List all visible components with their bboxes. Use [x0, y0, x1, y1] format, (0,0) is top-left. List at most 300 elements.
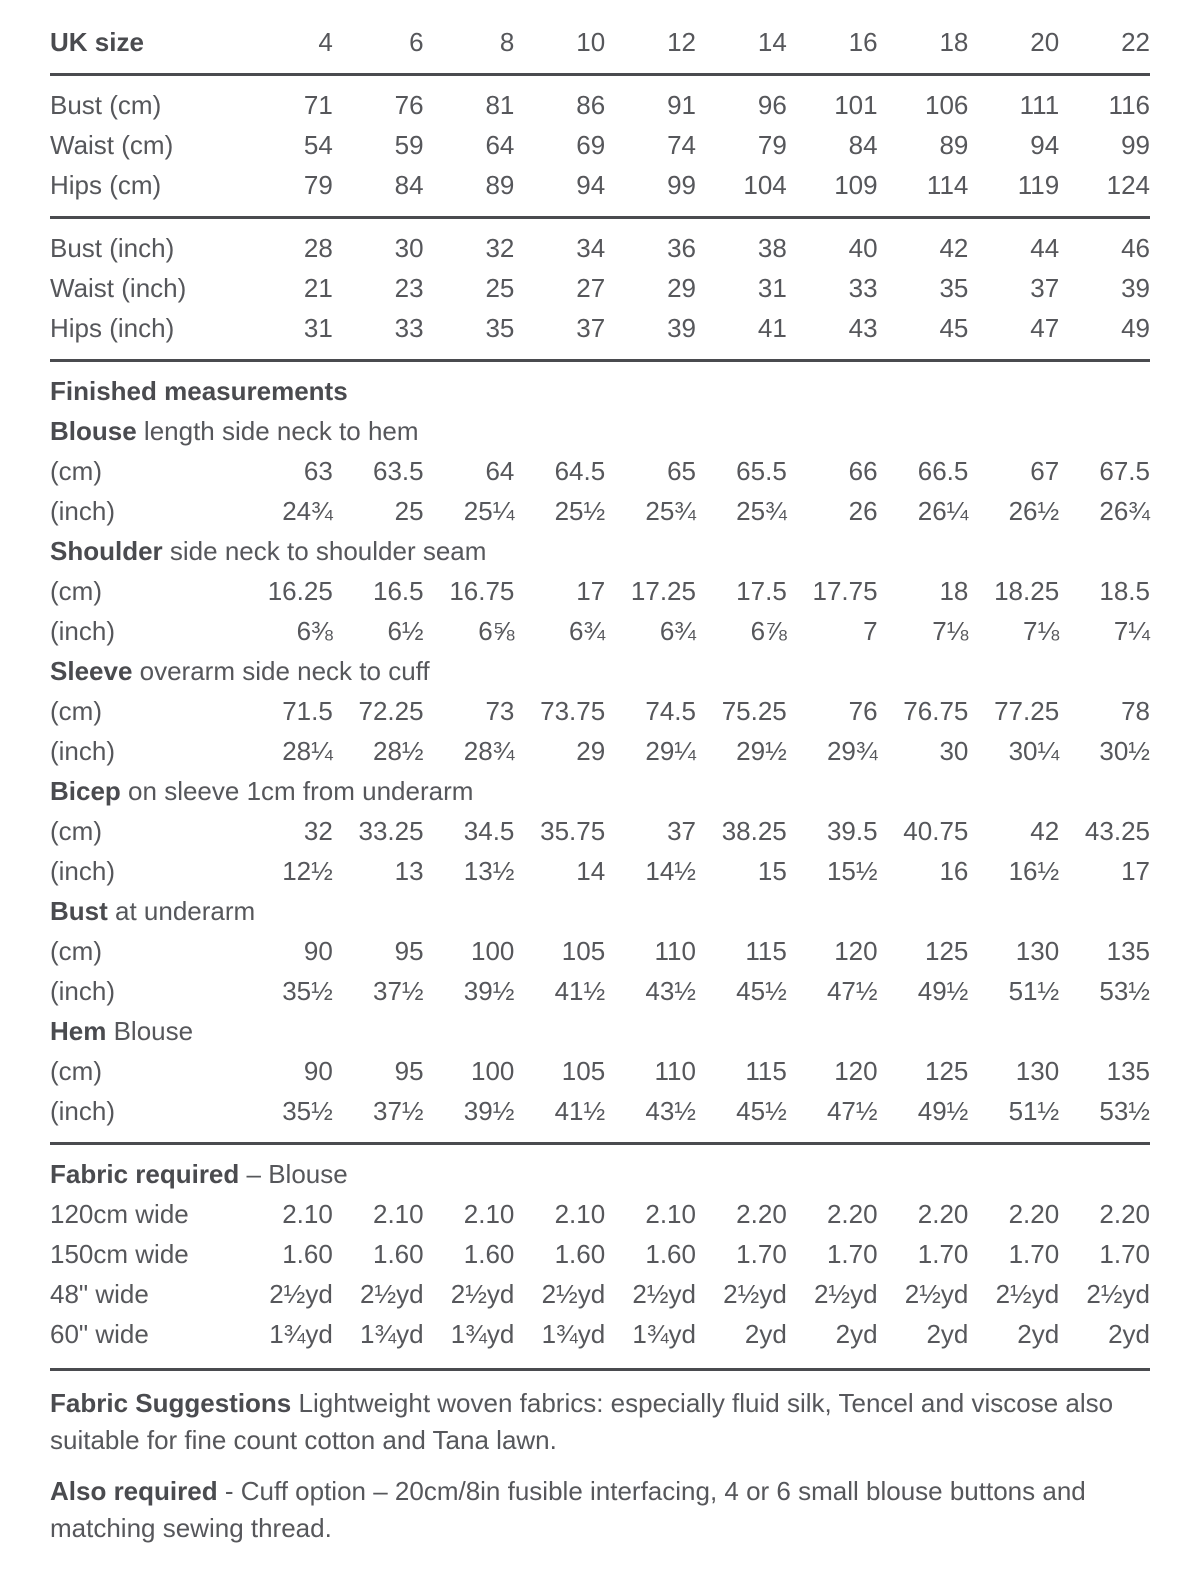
- cell-value: 33: [848, 273, 878, 303]
- cell-value: 2.10: [554, 1199, 606, 1229]
- cell-value: 78: [1121, 696, 1150, 726]
- cell-value: 15: [757, 856, 787, 886]
- table-row: [50, 851, 1150, 891]
- cell-value: 4: [318, 27, 333, 57]
- section-heading: [50, 411, 1150, 451]
- cell-value: 130: [1015, 936, 1060, 966]
- cell-value: 1¾yd: [359, 1319, 424, 1349]
- cell-value: 21: [303, 273, 333, 303]
- cell-value: 99: [667, 170, 696, 200]
- body-measurements-inch-table: [50, 228, 1150, 348]
- cell-value: 135: [1106, 936, 1150, 966]
- cell-value: 2.10: [463, 1199, 515, 1229]
- finished-section-blouse: [50, 411, 1150, 531]
- cell-value: 115: [745, 936, 787, 966]
- section-desc: overarm side neck to cuff: [139, 656, 430, 686]
- cell-value: 45½: [736, 976, 787, 1006]
- section-desc: side neck to shoulder seam: [169, 536, 487, 566]
- finished-section-sleeve: [50, 651, 1150, 771]
- cell-value: 1¾yd: [632, 1319, 696, 1349]
- cell-value: 2.10: [372, 1199, 424, 1229]
- cell-value: 16½: [1008, 856, 1060, 886]
- cell-value: 124: [1106, 170, 1150, 200]
- table-row: [50, 85, 1150, 125]
- cell-value: 47½: [826, 976, 878, 1006]
- cell-value: 34.5: [463, 816, 515, 846]
- cell-value: 20: [1030, 27, 1060, 57]
- cell-value: 29: [667, 273, 696, 303]
- measurement-table: [50, 1051, 1150, 1131]
- cell-value: 16.5: [372, 576, 424, 606]
- section-name: Sleeve: [50, 656, 133, 686]
- table-row: [50, 1274, 1150, 1314]
- cell-value: 12½: [282, 856, 333, 886]
- cell-value: 28¼: [282, 736, 333, 766]
- cell-value: 30½: [1099, 736, 1150, 766]
- row-label: (inch): [50, 736, 116, 766]
- cell-value: 25: [485, 273, 515, 303]
- cell-value: 63.5: [372, 456, 424, 486]
- cell-value: 100: [471, 936, 515, 966]
- cell-value: 2yd: [744, 1319, 787, 1349]
- cell-value: 37: [576, 313, 606, 343]
- cell-value: 67.5: [1099, 456, 1150, 486]
- cell-value: 40.75: [903, 816, 969, 846]
- cell-value: 2.20: [1008, 1199, 1060, 1229]
- fabric-required-title-bold: Fabric required: [50, 1159, 240, 1189]
- table-row: [50, 1234, 1150, 1274]
- cell-value: 1.70: [736, 1239, 787, 1269]
- row-label: (cm): [50, 1056, 102, 1086]
- cell-value: 6⅝: [478, 616, 515, 646]
- finished-section-shoulder: [50, 531, 1150, 651]
- table-row: [50, 22, 1150, 62]
- cell-value: 104: [743, 170, 787, 200]
- table-row: [50, 268, 1150, 308]
- cell-value: 24¾: [282, 496, 333, 526]
- measurement-table: [50, 931, 1150, 1011]
- section-name: Bicep: [50, 776, 121, 806]
- section-heading: [50, 891, 1150, 931]
- cell-value: 45: [939, 313, 969, 343]
- cell-value: 16: [848, 27, 878, 57]
- cell-value: 49½: [917, 1096, 969, 1126]
- cell-value: 15½: [826, 856, 878, 886]
- section-name: Hem: [50, 1016, 107, 1046]
- cell-value: 33: [394, 313, 424, 343]
- cell-value: 6¾: [659, 616, 696, 646]
- cell-value: 26: [848, 496, 878, 526]
- cell-value: 43.25: [1084, 816, 1150, 846]
- section-desc: at underarm: [115, 896, 256, 926]
- cell-value: 2½yd: [723, 1279, 787, 1309]
- cell-value: 47½: [826, 1096, 878, 1126]
- cell-value: 115: [745, 1056, 787, 1086]
- cell-value: 100: [471, 1056, 515, 1086]
- section-name: Shoulder: [50, 536, 163, 566]
- cell-value: 81: [485, 90, 515, 120]
- cell-value: 2yd: [1017, 1319, 1060, 1349]
- cell-value: 135: [1106, 1056, 1150, 1086]
- row-label: 48" wide: [50, 1279, 149, 1309]
- table-row: [50, 971, 1150, 1011]
- cell-value: 101: [834, 90, 878, 120]
- cell-value: 65: [667, 456, 696, 486]
- row-label: Hips (inch): [50, 313, 175, 343]
- cell-value: 116: [1108, 90, 1150, 120]
- cell-value: 12: [667, 27, 696, 57]
- cell-value: 28: [303, 233, 333, 263]
- cell-value: 14½: [645, 856, 696, 886]
- fabric-suggestions-label: Fabric Suggestions: [50, 1388, 292, 1418]
- section-desc: on sleeve 1cm from underarm: [128, 776, 474, 806]
- cell-value: 18.5: [1099, 576, 1150, 606]
- row-label: (inch): [50, 856, 116, 886]
- row-label: Bust (inch): [50, 233, 175, 263]
- cell-value: 1.70: [1008, 1239, 1060, 1269]
- cell-value: 39½: [463, 976, 515, 1006]
- cell-value: 64: [485, 456, 515, 486]
- cell-value: 17.5: [736, 576, 787, 606]
- cell-value: 106: [924, 90, 969, 120]
- measurement-table: [50, 811, 1150, 891]
- cell-value: 65.5: [736, 456, 787, 486]
- row-label: UK size: [50, 27, 144, 57]
- cell-value: 69: [576, 130, 606, 160]
- cell-value: 35½: [282, 976, 333, 1006]
- cell-value: 25¾: [645, 496, 696, 526]
- row-label: (inch): [50, 976, 116, 1006]
- row-label: (cm): [50, 576, 102, 606]
- cell-value: 51½: [1008, 976, 1060, 1006]
- row-label: Waist (inch): [50, 273, 187, 303]
- cell-value: 31: [303, 313, 333, 343]
- table-row: [50, 571, 1150, 611]
- also-required-note: [50, 1473, 1150, 1547]
- section-desc: length side neck to hem: [143, 416, 419, 446]
- cell-value: 114: [926, 170, 969, 200]
- cell-value: 16.75: [449, 576, 515, 606]
- cell-value: 84: [848, 130, 878, 160]
- cell-value: 45½: [736, 1096, 787, 1126]
- cell-value: 2½yd: [541, 1279, 606, 1309]
- cell-value: 105: [561, 936, 606, 966]
- cell-value: 64: [485, 130, 515, 160]
- divider: [50, 359, 1150, 362]
- divider: [50, 216, 1150, 219]
- cell-value: 37½: [372, 1096, 424, 1126]
- cell-value: 75.25: [721, 696, 787, 726]
- cell-value: 73.75: [540, 696, 606, 726]
- cell-value: 2½yd: [1086, 1279, 1150, 1309]
- cell-value: 29¼: [645, 736, 696, 766]
- cell-value: 46: [1121, 233, 1150, 263]
- section-heading: [50, 771, 1150, 811]
- fabric-required-title-rest: – Blouse: [246, 1159, 348, 1189]
- cell-value: 119: [1017, 170, 1060, 200]
- cell-value: 49: [1121, 313, 1150, 343]
- cell-value: 99: [1121, 130, 1150, 160]
- also-required-text: - Cuff option – 20cm/8in fusible interfacing, 4 or 6 small blouse buttons and matching sewing thread.: [50, 1476, 1086, 1543]
- cell-value: 7¼: [1113, 616, 1150, 646]
- row-label: (cm): [50, 936, 102, 966]
- section-name: Blouse: [50, 416, 137, 446]
- cell-value: 54: [303, 130, 333, 160]
- cell-value: 2½yd: [359, 1279, 424, 1309]
- cell-value: 110: [654, 1056, 696, 1086]
- cell-value: 1¾yd: [541, 1319, 606, 1349]
- cell-value: 72.25: [358, 696, 424, 726]
- cell-value: 2.20: [736, 1199, 787, 1229]
- cell-value: 2yd: [926, 1319, 969, 1349]
- cell-value: 90: [303, 936, 333, 966]
- cell-value: 29½: [736, 736, 787, 766]
- table-row: [50, 931, 1150, 971]
- cell-value: 1.60: [463, 1239, 515, 1269]
- cell-value: 25¾: [736, 496, 787, 526]
- cell-value: 23: [394, 273, 424, 303]
- cell-value: 2½yd: [450, 1279, 515, 1309]
- section-desc: Blouse: [113, 1016, 194, 1046]
- cell-value: 18.25: [994, 576, 1060, 606]
- cell-value: 34: [576, 233, 606, 263]
- cell-value: 37: [667, 816, 696, 846]
- divider: [50, 73, 1150, 76]
- cell-value: 53½: [1099, 976, 1150, 1006]
- cell-value: 2.10: [282, 1199, 333, 1229]
- cell-value: 38.25: [721, 816, 787, 846]
- table-row: [50, 228, 1150, 268]
- cell-value: 1.60: [645, 1239, 696, 1269]
- cell-value: 66: [848, 456, 878, 486]
- cell-value: 71: [303, 90, 333, 120]
- row-label: (cm): [50, 816, 102, 846]
- cell-value: 26¾: [1099, 496, 1150, 526]
- cell-value: 74: [667, 130, 696, 160]
- cell-value: 22: [1121, 27, 1150, 57]
- cell-value: 1.60: [372, 1239, 424, 1269]
- cell-value: 42: [939, 233, 969, 263]
- cell-value: 79: [303, 170, 333, 200]
- cell-value: 1.70: [917, 1239, 969, 1269]
- cell-value: 111: [1019, 90, 1060, 120]
- cell-value: 17.75: [812, 576, 878, 606]
- table-row: [50, 491, 1150, 531]
- cell-value: 120: [834, 936, 878, 966]
- cell-value: 120: [834, 1056, 878, 1086]
- cell-value: 28½: [372, 736, 424, 766]
- row-label: 150cm wide: [50, 1239, 189, 1269]
- cell-value: 67: [1030, 456, 1060, 486]
- cell-value: 26½: [1008, 496, 1060, 526]
- section-heading: [50, 531, 1150, 571]
- also-required-label: Also required: [50, 1476, 218, 1506]
- cell-value: 39½: [463, 1096, 515, 1126]
- cell-value: 30: [394, 233, 424, 263]
- cell-value: 33.25: [358, 816, 424, 846]
- cell-value: 29: [576, 736, 606, 766]
- cell-value: 6⅜: [296, 616, 333, 646]
- cell-value: 125: [924, 1056, 969, 1086]
- cell-value: 14: [576, 856, 606, 886]
- cell-value: 25½: [554, 496, 606, 526]
- cell-value: 28¾: [463, 736, 515, 766]
- cell-value: 1¾yd: [450, 1319, 515, 1349]
- cell-value: 17.25: [630, 576, 696, 606]
- table-row: [50, 165, 1150, 205]
- section-name: Bust: [50, 896, 108, 926]
- row-label: (cm): [50, 456, 102, 486]
- table-row: [50, 1194, 1150, 1234]
- cell-value: 36: [667, 233, 696, 263]
- cell-value: 2.20: [917, 1199, 969, 1229]
- cell-value: 17: [576, 576, 606, 606]
- cell-value: 94: [1030, 130, 1060, 160]
- cell-value: 39: [667, 313, 696, 343]
- cell-value: 76: [394, 90, 424, 120]
- cell-value: 44: [1030, 233, 1060, 263]
- cell-value: 6: [409, 27, 424, 57]
- cell-value: 41½: [554, 976, 606, 1006]
- cell-value: 2½yd: [995, 1279, 1060, 1309]
- cell-value: 49½: [917, 976, 969, 1006]
- fabric-required-title: [50, 1154, 1150, 1194]
- cell-value: 51½: [1008, 1096, 1060, 1126]
- table-row: [50, 125, 1150, 165]
- cell-value: 2.20: [826, 1199, 878, 1229]
- cell-value: 13½: [463, 856, 515, 886]
- cell-value: 105: [561, 1056, 606, 1086]
- cell-value: 89: [939, 130, 969, 160]
- cell-value: 1.70: [826, 1239, 878, 1269]
- cell-value: 2½yd: [632, 1279, 696, 1309]
- cell-value: 43½: [645, 976, 696, 1006]
- table-row: [50, 308, 1150, 348]
- finished-section-bicep: [50, 771, 1150, 891]
- cell-value: 76: [848, 696, 878, 726]
- cell-value: 35: [485, 313, 515, 343]
- cell-value: 63: [303, 456, 333, 486]
- cell-value: 17: [1121, 856, 1150, 886]
- table-row: [50, 611, 1150, 651]
- cell-value: 8: [499, 27, 515, 57]
- section-heading: [50, 651, 1150, 691]
- cell-value: 90: [303, 1056, 333, 1086]
- cell-value: 89: [485, 170, 515, 200]
- cell-value: 16: [939, 856, 969, 886]
- cell-value: 32: [485, 233, 515, 263]
- cell-value: 39.5: [826, 816, 878, 846]
- cell-value: 25¼: [463, 496, 515, 526]
- cell-value: 43½: [645, 1096, 696, 1126]
- row-label: Waist (cm): [50, 130, 174, 160]
- cell-value: 25: [394, 496, 424, 526]
- cell-value: 71.5: [282, 696, 333, 726]
- fabric-required-table: [50, 1194, 1150, 1354]
- cell-value: 59: [394, 130, 424, 160]
- cell-value: 125: [924, 936, 969, 966]
- cell-value: 6¾: [569, 616, 606, 646]
- cell-value: 47: [1030, 313, 1060, 343]
- cell-value: 95: [394, 1056, 424, 1086]
- divider: [50, 1142, 1150, 1145]
- table-row: [50, 1091, 1150, 1131]
- cell-value: 79: [757, 130, 787, 160]
- cell-value: 77.25: [994, 696, 1060, 726]
- fabric-suggestions-text: Lightweight woven fabrics: especially fluid silk, Tencel and viscose also suitable for fine count cotton and Tana lawn.: [50, 1388, 1114, 1455]
- cell-value: 96: [757, 90, 787, 120]
- table-row: [50, 1314, 1150, 1354]
- table-row: [50, 811, 1150, 851]
- cell-value: 27: [576, 273, 606, 303]
- finished-measurements-title: Finished measurements: [50, 376, 348, 406]
- cell-value: 41½: [554, 1096, 606, 1126]
- cell-value: 130: [1015, 1056, 1060, 1086]
- cell-value: 38: [757, 233, 787, 263]
- section-heading: [50, 1011, 1150, 1051]
- cell-value: 16.25: [267, 576, 333, 606]
- cell-value: 53½: [1099, 1096, 1150, 1126]
- cell-value: 14: [757, 27, 787, 57]
- cell-value: 1¾yd: [269, 1319, 333, 1349]
- measurement-table: [50, 571, 1150, 651]
- cell-value: 35.75: [540, 816, 606, 846]
- measurement-table: [50, 451, 1150, 531]
- cell-value: 64.5: [554, 456, 606, 486]
- cell-value: 30: [939, 736, 969, 766]
- cell-value: 7⅛: [1023, 616, 1060, 646]
- row-label: 120cm wide: [50, 1199, 189, 1229]
- row-label: Hips (cm): [50, 170, 162, 200]
- cell-value: 43: [848, 313, 878, 343]
- cell-value: 2yd: [1108, 1319, 1150, 1349]
- table-row: [50, 691, 1150, 731]
- cell-value: 18: [939, 576, 969, 606]
- table-row: [50, 731, 1150, 771]
- cell-value: 76.75: [903, 696, 969, 726]
- row-label: (inch): [50, 616, 116, 646]
- cell-value: 35½: [282, 1096, 333, 1126]
- cell-value: 10: [576, 27, 606, 57]
- cell-value: 30¼: [1008, 736, 1060, 766]
- row-label: (cm): [50, 696, 102, 726]
- table-row: [50, 451, 1150, 491]
- cell-value: 84: [394, 170, 424, 200]
- cell-value: 6⅞: [750, 616, 787, 646]
- body-measurements-cm-table: [50, 85, 1150, 205]
- cell-value: 109: [834, 170, 878, 200]
- table-row: [50, 1051, 1150, 1091]
- cell-value: 29¾: [826, 736, 878, 766]
- cell-value: 40: [848, 233, 878, 263]
- finished-section-bust-underarm: [50, 891, 1150, 1011]
- cell-value: 110: [654, 936, 696, 966]
- cell-value: 31: [757, 273, 787, 303]
- cell-value: 86: [576, 90, 606, 120]
- measurement-table: [50, 691, 1150, 771]
- cell-value: 32: [303, 816, 333, 846]
- cell-value: 26¼: [917, 496, 969, 526]
- cell-value: 2½yd: [813, 1279, 878, 1309]
- cell-value: 42: [1030, 816, 1060, 846]
- divider: [50, 1368, 1150, 1371]
- uk-size-header-table: [50, 22, 1150, 62]
- cell-value: 74.5: [645, 696, 696, 726]
- cell-value: 95: [394, 936, 424, 966]
- cell-value: 91: [667, 90, 696, 120]
- cell-value: 94: [576, 170, 606, 200]
- row-label: Bust (cm): [50, 90, 162, 120]
